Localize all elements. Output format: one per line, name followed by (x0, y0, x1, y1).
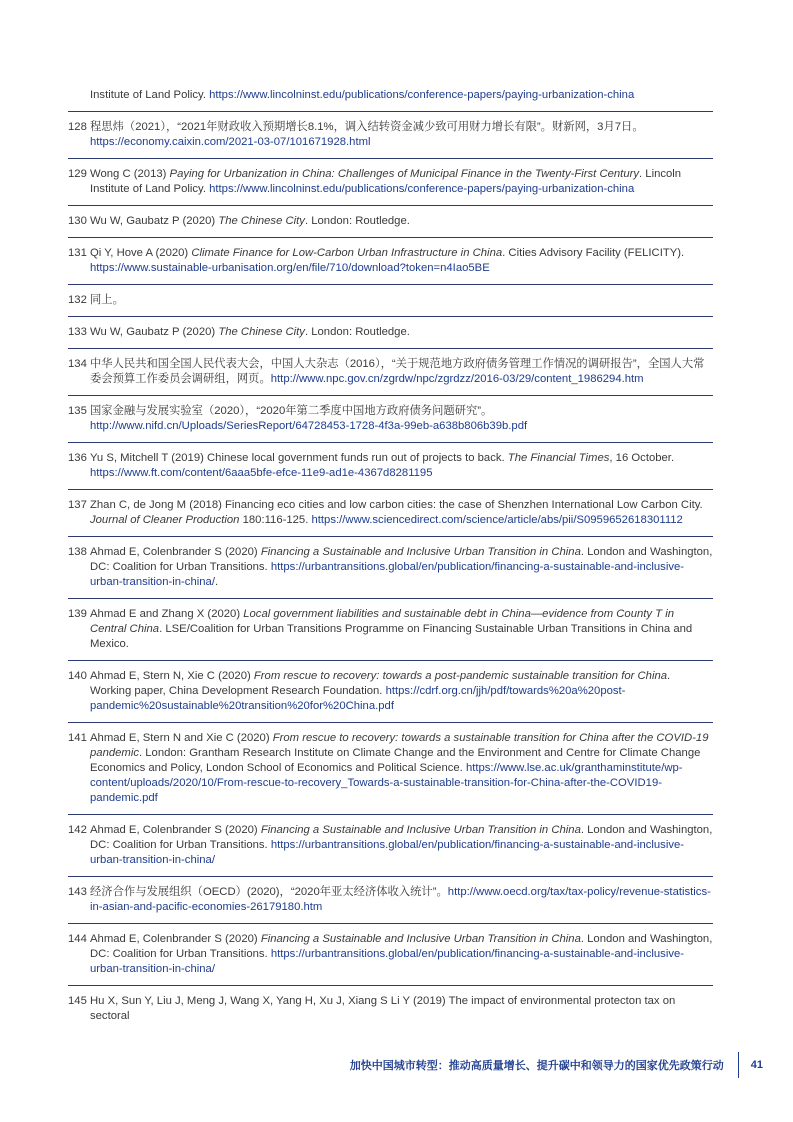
reference-title: From rescue to recovery: towards a sustainable transition for China after the COVID-19 pandemic (90, 732, 709, 759)
reference-text: Institute of Land Policy. (90, 89, 210, 101)
reference-item (68, 293, 713, 317)
reference-link[interactable]: https://www.sciencedirect.com/science/article/abs/pii/S0959652618301112 (311, 514, 683, 526)
reference-link[interactable]: https://urbantransitions.global/en/publication/financing-a-sustainable-and-inclusive-urban-transition-in-china/ (90, 561, 685, 588)
reference-number: 144 (68, 933, 87, 945)
reference-number: 135 (68, 405, 87, 417)
reference-text: Yu S, Mitchell T (2019) Chinese local government funds run out of projects to back. (90, 452, 508, 464)
reference-number: 132 (68, 294, 87, 306)
reference-text: . London: Routledge. (304, 326, 410, 338)
reference-item (68, 731, 713, 815)
reference-number: 143 (68, 886, 87, 898)
reference-item (68, 120, 713, 159)
reference-title: The Chinese City (218, 326, 305, 338)
reference-title: From rescue to recovery: towards a post-pandemic sustainable transition for China (253, 670, 668, 682)
reference-text: Ahmad E, Stern N and Xie C (2020) (90, 732, 273, 744)
reference-text: . London: Grantham Research Institute on Climate Change and the Environment and Centre for Climate Change Economics and Policy, London School of Economics and Political Science. (90, 747, 701, 774)
reference-text: 中华人民共和国全国人民代表大会，中国人大杂志（2016），“关于规范地方政府债务管理工作情况的调研报告”，全国人大常委会预算工作委员会调研组，网页。 (90, 358, 705, 385)
reference-text: Ahmad E, Colenbrander S (2020) (90, 933, 261, 945)
reference-link[interactable]: http://www.nifd.cn/Uploads/SeriesReport/64728453-1728-4f3a-99eb-a638b806b39b.pdf (90, 420, 528, 432)
reference-title: Paying for Urbanization in China: Challenges of Municipal Finance in the Twenty-First Century (169, 168, 640, 180)
reference-text: 国家金融与发展实验室（2020），“2020年第二季度中国地方政府债务问题研究”。 (90, 405, 493, 417)
reference-link[interactable]: https://www.lse.ac.uk/granthaminstitute/wp-content/uploads/2020/10/From-rescue-to-recovery_Towards-a-sustainable-transition-for-China-after-the-COVID19-pandemic.pdf (90, 762, 683, 804)
reference-item (68, 88, 713, 112)
reference-text: . Working paper, China Development Research Foundation. (90, 670, 671, 697)
reference-text: . London and Washington, DC: Coalition for Urban Transitions. (90, 546, 713, 573)
reference-item (68, 325, 713, 349)
reference-link[interactable]: https://urbantransitions.global/en/publication/financing-a-sustainable-and-inclusive-urban-transition-in-china/ (90, 948, 685, 975)
reference-item (68, 451, 713, 490)
reference-text: 程思炜（2021），“2021年财政收入预期增长8.1%，调入结转资金减少致可用财力增长有限”。财新网，3月7日。 (90, 121, 644, 133)
reference-item (68, 357, 713, 396)
reference-text: Ahmad E, Stern N, Xie C (2020) (90, 670, 254, 682)
reference-text: , 16 October. (609, 452, 675, 464)
reference-number: 145 (68, 995, 87, 1007)
reference-link[interactable]: https://www.sustainable-urbanisation.org/en/file/710/download?token=n4Iao5BE (90, 262, 490, 274)
reference-text: . LSE/Coalition for Urban Transitions Programme on Financing Sustainable Urban Transitions in China and Mexico. (90, 623, 693, 650)
reference-title: Journal of Cleaner Production (90, 514, 240, 526)
page-number: 41 (750, 1059, 763, 1071)
reference-item (68, 246, 713, 285)
reference-link[interactable]: https://www.ft.com/content/6aaa5bfe-efce-11e9-ad1e-4367d8281195 (90, 467, 433, 479)
reference-item (68, 214, 713, 238)
reference-title: Climate Finance for Low-Carbon Urban Infrastructure in China (191, 247, 503, 259)
reference-number: 129 (68, 168, 87, 180)
reference-number: 133 (68, 326, 87, 338)
reference-text: . Cities Advisory Facility (FELICITY). (502, 247, 685, 259)
reference-number: 136 (68, 452, 87, 464)
reference-text: . (214, 576, 219, 588)
reference-text: Ahmad E, Colenbrander S (2020) (90, 546, 261, 558)
reference-number: 128 (68, 121, 87, 133)
reference-number: 131 (68, 247, 87, 259)
reference-link[interactable]: https://www.lincolninst.edu/publications/conference-papers/paying-urbanization-china (209, 89, 635, 101)
reference-link[interactable]: https://cdrf.org.cn/jjh/pdf/towards%20a%20post-pandemic%20sustainable%20transition%20for%20China.pdf (90, 685, 626, 712)
reference-number: 138 (68, 546, 87, 558)
reference-text: Zhan C, de Jong M (2018) Financing eco cities and low carbon cities: the case of Shenzhen International Low Carbon City. (90, 499, 703, 511)
reference-text: 经济合作与发展组织（OECD）(2020)，“2020年亚太经济体收入统计”。 (90, 886, 448, 898)
reference-text: Wong C (2013) (90, 168, 170, 180)
reference-item (68, 885, 713, 924)
reference-item (68, 545, 713, 599)
reference-title: Financing a Sustainable and Inclusive Urban Transition in China (260, 546, 581, 558)
reference-number: 134 (68, 358, 87, 370)
reference-title: The Chinese City (218, 215, 305, 227)
reference-title: Financing a Sustainable and Inclusive Urban Transition in China (260, 824, 581, 836)
reference-text: Wu W, Gaubatz P (2020) (90, 215, 219, 227)
reference-title: Financing a Sustainable and Inclusive Urban Transition in China (260, 933, 581, 945)
footer-report-title: 加快中国城市转型：推动高质量增长、提升碳中和领导力的国家优先政策行动 (349, 1060, 724, 1072)
reference-text: . London: Routledge. (304, 215, 410, 227)
reference-text: Wu W, Gaubatz P (2020) (90, 326, 219, 338)
reference-item (68, 498, 713, 537)
reference-item (68, 167, 713, 206)
reference-item (68, 932, 713, 986)
reference-item (68, 607, 713, 661)
reference-text: 同上。 (90, 294, 124, 306)
reference-text: . London and Washington, DC: Coalition for Urban Transitions. (90, 933, 713, 960)
reference-item (68, 669, 713, 723)
reference-link[interactable]: http://www.npc.gov.cn/zgrdw/npc/zgrdzz/2016-03/29/content_1986294.htm (270, 373, 644, 385)
page-footer (350, 1052, 763, 1078)
reference-text: Qi Y, Hove A (2020) (90, 247, 192, 259)
reference-number: 139 (68, 608, 87, 620)
reference-list (68, 88, 713, 1040)
reference-text: . Lincoln Institute of Land Policy. (90, 168, 682, 195)
reference-text: . London and Washington, DC: Coalition for Urban Transitions. (90, 824, 713, 851)
reference-number: 141 (68, 732, 87, 744)
reference-title: The Financial Times (507, 452, 610, 464)
reference-link[interactable]: https://www.lincolninst.edu/publications/conference-papers/paying-urbanization-china (209, 183, 635, 195)
reference-text: Ahmad E and Zhang X (2020) (90, 608, 244, 620)
reference-text: Hu X, Sun Y, Liu J, Meng J, Wang X, Yang H, Xu J, Xiang S Li Y (2019) The impact of environmental protecton tax on sectoral (90, 995, 676, 1022)
reference-link[interactable]: http://www.oecd.org/tax/tax-policy/revenue-statistics-in-asian-and-pacific-economies-26179180.htm (90, 886, 711, 913)
reference-item (68, 404, 713, 443)
reference-number: 130 (68, 215, 87, 227)
reference-title: Local government liabilities and sustainable debt in China—evidence from County T in Central China (90, 608, 675, 635)
reference-item (68, 823, 713, 877)
reference-item (68, 994, 713, 1032)
reference-link[interactable]: https://urbantransitions.global/en/publication/financing-a-sustainable-and-inclusive-urban-transition-in-china/ (90, 839, 685, 866)
reference-number: 137 (68, 499, 87, 511)
reference-link[interactable]: https://economy.caixin.com/2021-03-07/101671928.html (90, 136, 371, 148)
reference-text: 180:116-125. (239, 514, 312, 526)
reference-number: 142 (68, 824, 87, 836)
reference-number: 140 (68, 670, 87, 682)
reference-text: Ahmad E, Colenbrander S (2020) (90, 824, 261, 836)
footer-divider (738, 1052, 739, 1078)
